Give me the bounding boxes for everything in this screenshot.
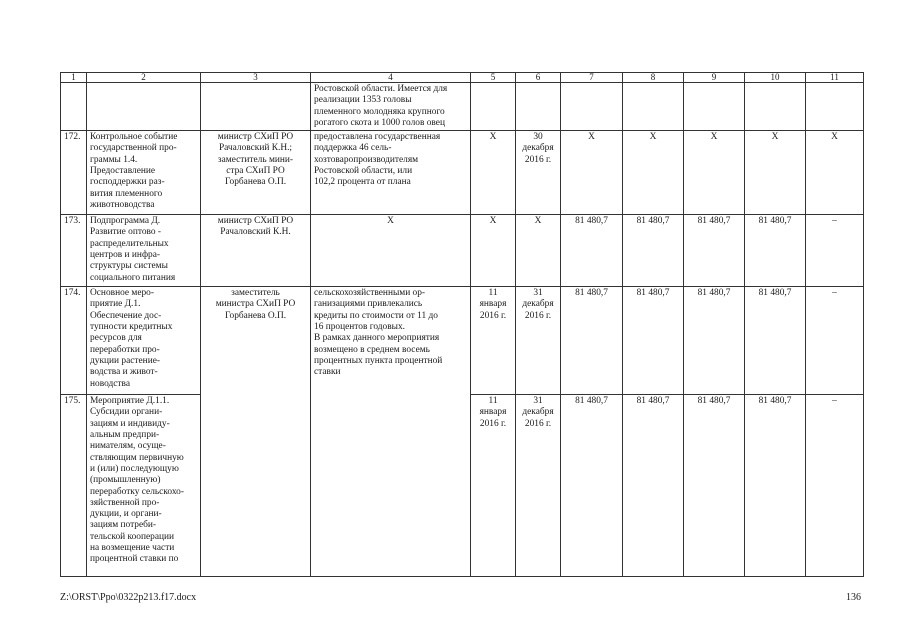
page-number: 136 — [846, 592, 861, 603]
item-name: Основное меро- приятие Д.1. Обеспечение дос- тупности кредитных ресурсов для переработки про- дукции растение- водства и живот- новодства — [87, 287, 201, 395]
end-date: Х — [516, 215, 561, 287]
amount-col9: 81 480,7 — [684, 395, 745, 577]
header-cell: 10 — [745, 73, 806, 83]
header-cell: 5 — [471, 73, 516, 83]
row-number: 173. — [61, 215, 87, 287]
amount-col11: Х — [806, 131, 864, 215]
end-date — [516, 83, 561, 131]
amount-col7: Х — [561, 131, 623, 215]
table-row — [61, 215, 864, 287]
amount-col9: 81 480,7 — [684, 287, 745, 395]
header-cell: 8 — [623, 73, 684, 83]
responsible: министр СХиП РО Рачаловский К.Н.; заместитель мини- стра СХиП РО Горбанева О.П. — [201, 131, 311, 215]
report-table — [60, 72, 864, 577]
row-number: 172. — [61, 131, 87, 215]
amount-col10: 81 480,7 — [745, 395, 806, 577]
item-name: Подпрограмма Д. Развитие оптово - распределительных центров и инфра- структуры системы социального питания — [87, 215, 201, 287]
responsible: министр СХиП РО Рачаловский К.Н. — [201, 215, 311, 287]
start-date: 11 января 2016 г. — [471, 395, 516, 577]
item-name: Контрольное событие государственной про- граммы 1.4. Предоставление господдержки раз- вития племенного животноводства — [87, 131, 201, 215]
amount-col10: 81 480,7 — [745, 215, 806, 287]
result-text: сельскохозяйственными ор- ганизациями привлекались кредиты по стоимости от 11 до 16 процентов годовых. В рамках данного мероприятия возмещено в среднем восемь процентных пункта процентной ставки — [311, 287, 471, 577]
start-date: Х — [471, 215, 516, 287]
amount-col9: 81 480,7 — [684, 215, 745, 287]
amount-col8 — [623, 83, 684, 131]
header-cell: 3 — [201, 73, 311, 83]
table-row — [61, 83, 864, 131]
document-path: Z:\ORST\Ppo\0322p213.f17.docx — [60, 592, 197, 603]
header-cell: 2 — [87, 73, 201, 83]
end-date: 30 декабря 2016 г. — [516, 131, 561, 215]
amount-col7: 81 480,7 — [561, 395, 623, 577]
amount-col11: – — [806, 395, 864, 577]
responsible: заместитель министра СХиП РО Горбанева О.П. — [201, 287, 311, 577]
amount-col10: Х — [745, 131, 806, 215]
table-row — [61, 287, 864, 395]
row-number: 175. — [61, 395, 87, 577]
header-cell: 6 — [516, 73, 561, 83]
header-cell: 9 — [684, 73, 745, 83]
amount-col11: – — [806, 215, 864, 287]
header-cell: 11 — [806, 73, 864, 83]
amount-col10: 81 480,7 — [745, 287, 806, 395]
amount-col8: 81 480,7 — [623, 287, 684, 395]
header-cell: 4 — [311, 73, 471, 83]
responsible — [201, 83, 311, 131]
amount-col9: Х — [684, 131, 745, 215]
result-text: Х — [311, 215, 471, 287]
amount-col11: – — [806, 287, 864, 395]
item-name — [87, 83, 201, 131]
amount-col8: 81 480,7 — [623, 215, 684, 287]
amount-col11 — [806, 83, 864, 131]
amount-col9 — [684, 83, 745, 131]
result-text: Ростовской области. Имеется для реализации 1353 головы племенного молодняка крупного рогатого скота и 1000 голов овец — [311, 83, 471, 131]
header-cell: 1 — [61, 73, 87, 83]
column-number-header — [61, 73, 864, 83]
amount-col8: Х — [623, 131, 684, 215]
row-number: 174. — [61, 287, 87, 395]
end-date: 31 декабря 2016 г. — [516, 287, 561, 395]
amount-col10 — [745, 83, 806, 131]
table-row — [61, 131, 864, 215]
row-number — [61, 83, 87, 131]
amount-col8: 81 480,7 — [623, 395, 684, 577]
result-text: предоставлена государственная поддержка 46 сель- хозтоваропроизводителям Ростовской области, или 102,2 процента от плана — [311, 131, 471, 215]
header-cell: 7 — [561, 73, 623, 83]
end-date: 31 декабря 2016 г. — [516, 395, 561, 577]
amount-col7: 81 480,7 — [561, 287, 623, 395]
amount-col7: 81 480,7 — [561, 215, 623, 287]
start-date — [471, 83, 516, 131]
start-date: 11 января 2016 г. — [471, 287, 516, 395]
start-date: Х — [471, 131, 516, 215]
amount-col7 — [561, 83, 623, 131]
item-name: Мероприятие Д.1.1. Субсидии органи- зациям и индивиду- альным предпри- нимателям, осуще- ствляющим первичную и (или) последующую (промышленную) переработку сельскохо- зяйственной про- дукции, и органи- зациям потреби- тельской кооперации на возмещение части процентной ставки по — [87, 395, 201, 577]
